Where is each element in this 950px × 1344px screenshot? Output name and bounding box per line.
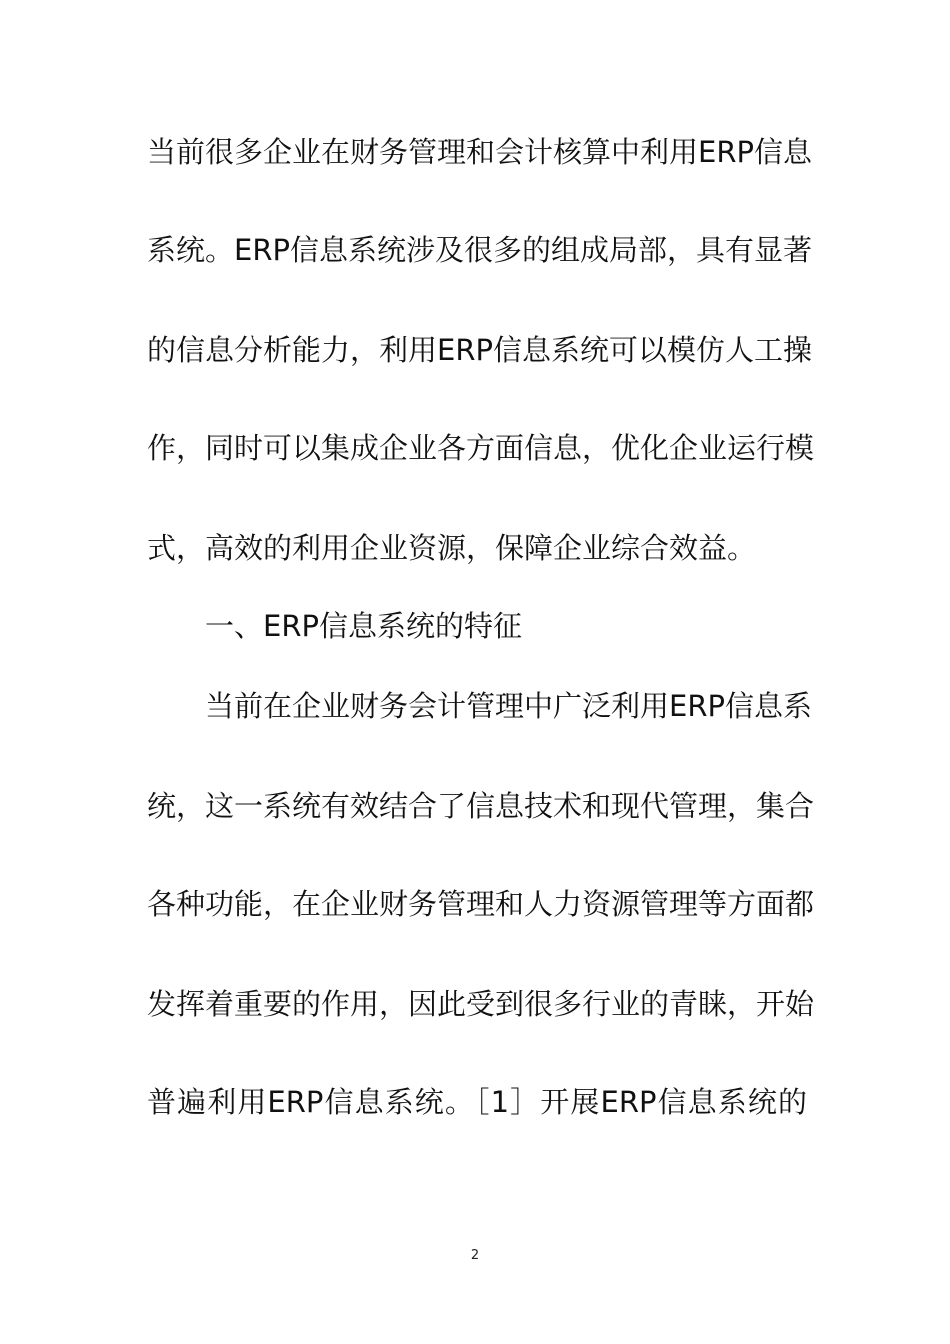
paragraph-1-line-3: 的信息分析能力，利用ERP信息系统可以模仿人工操 [147, 333, 812, 367]
paragraph-1-line-4: 作，同时可以集成企业各方面信息，优化企业运行模 [147, 431, 815, 465]
paragraph-1-line-5: 式，高效的利用企业资源，保障企业综合效益。 [147, 531, 757, 565]
section-heading: 一、ERP信息系统的特征 [205, 609, 522, 643]
page-number: 2 [470, 1248, 480, 1263]
paragraph-2-line-1: 当前在企业财务会计管理中广泛利用ERP信息系 [205, 689, 812, 723]
paragraph-2-line-5: 普遍利用ERP信息系统。［1］开展ERP信息系统的 [147, 1085, 807, 1119]
paragraph-2-line-4: 发挥着重要的作用，因此受到很多行业的青睐，开始 [147, 987, 815, 1021]
paragraph-2-line-3: 各种功能，在企业财务管理和人力资源管理等方面都 [147, 887, 815, 921]
paragraph-1-line-2: 系统。ERP信息系统涉及很多的组成局部，具有显著 [147, 233, 812, 267]
paragraph-2-line-2: 统，这一系统有效结合了信息技术和现代管理，集合 [147, 789, 815, 823]
paragraph-1-line-1: 当前很多企业在财务管理和会计核算中利用ERP信息 [147, 135, 812, 169]
